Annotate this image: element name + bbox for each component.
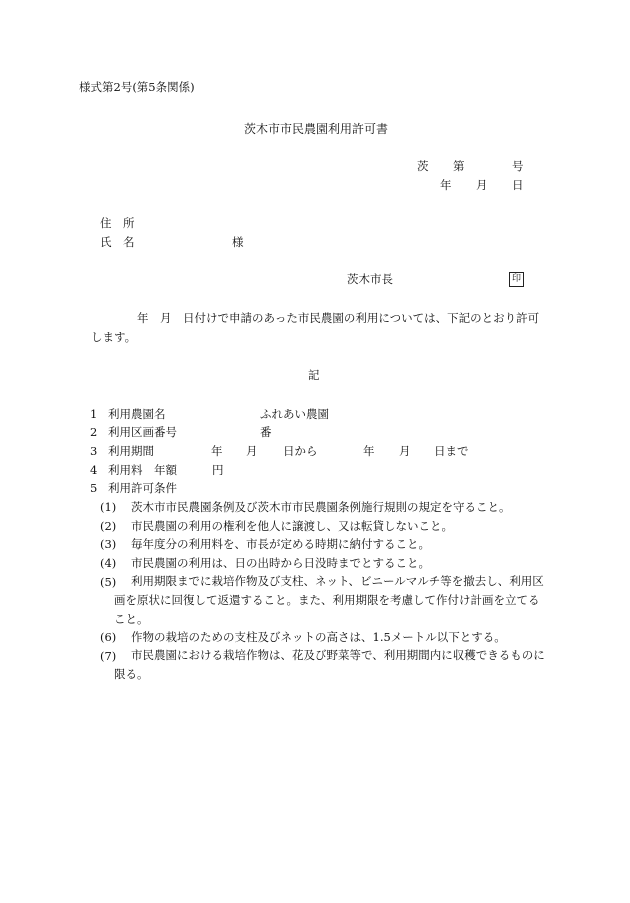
date-month: 月 xyxy=(476,178,488,192)
condition-number: (7) xyxy=(100,649,117,663)
item-label: 利用許可条件 xyxy=(108,481,177,495)
item-number: 3 xyxy=(90,444,98,458)
period-year-end: 年 xyxy=(363,444,375,458)
period-year-start: 年 xyxy=(211,444,223,458)
number-city: 茨 xyxy=(417,159,429,173)
condition-number: (5) xyxy=(100,575,117,589)
condition-text: 利用期限までに栽培作物及び支柱、ネット、ビニールマルチ等を撤去し、利用区画を原状に回復して返還すること。また、利用期限を考慮して作付け計画を立てること。 xyxy=(114,574,544,626)
date-day: 日 xyxy=(512,178,524,192)
issuer-title: 茨木市長 xyxy=(347,272,393,286)
period-month-start: 月 xyxy=(246,444,258,458)
date-year: 年 xyxy=(440,178,452,192)
seal-mark: 印 xyxy=(509,272,524,287)
ki-heading: 記 xyxy=(308,368,320,382)
sama-label: 様 xyxy=(232,235,244,249)
condition-text: 市民農園における栽培作物は、花及び野菜等で、利用期間内に収穫できるものに限る。 xyxy=(114,648,545,681)
body-line-1: 年 月 日付けで申請のあった市民農園の利用については、下記のとおり許可 xyxy=(137,311,540,325)
condition-number: (4) xyxy=(100,556,117,570)
item-label: 利用料 年額 xyxy=(108,463,177,477)
period-day-start: 日から xyxy=(283,444,318,458)
period-day-end: 日まで xyxy=(434,444,469,458)
condition-text: 茨木市市民農園条例及び茨木市市民農園条例施行規則の規定を守ること。 xyxy=(131,500,511,514)
document-title: 茨木市市民農園利用許可書 xyxy=(244,122,389,136)
number-dai: 第 xyxy=(453,159,465,173)
item-value: ふれあい農園 xyxy=(260,407,329,421)
form-label: 様式第2号(第5条関係) xyxy=(79,80,195,94)
name-label: 氏 名 xyxy=(100,235,135,249)
item-number: 2 xyxy=(90,425,98,439)
condition-number: (2) xyxy=(100,519,117,533)
condition-text: 市民農園の利用は、日の出時から日没時までとすること。 xyxy=(131,556,430,570)
body-line-2: します。 xyxy=(91,330,137,344)
item-value: 円 xyxy=(212,463,224,477)
address-label: 住 所 xyxy=(100,216,135,230)
condition-text: 市民農園の利用の権利を他人に譲渡し、又は転貸しないこと。 xyxy=(131,519,453,533)
item-number: 5 xyxy=(90,481,98,495)
condition-number: (3) xyxy=(100,537,117,551)
item-value: 番 xyxy=(260,425,272,439)
period-month-end: 月 xyxy=(399,444,411,458)
item-number: 4 xyxy=(90,463,98,477)
condition-text: 毎年度分の利用料を、市長が定める時期に納付すること。 xyxy=(131,537,430,551)
condition-text: 作物の栽培のための支柱及びネットの高さは、1.5メートル以下とする。 xyxy=(131,630,506,644)
condition-number: (6) xyxy=(100,630,117,644)
item-label: 利用農園名 xyxy=(108,407,166,421)
number-go: 号 xyxy=(512,159,524,173)
item-label: 利用期間 xyxy=(108,444,154,458)
item-number: 1 xyxy=(90,407,98,421)
condition-number: (1) xyxy=(100,500,117,514)
item-label: 利用区画番号 xyxy=(108,425,177,439)
